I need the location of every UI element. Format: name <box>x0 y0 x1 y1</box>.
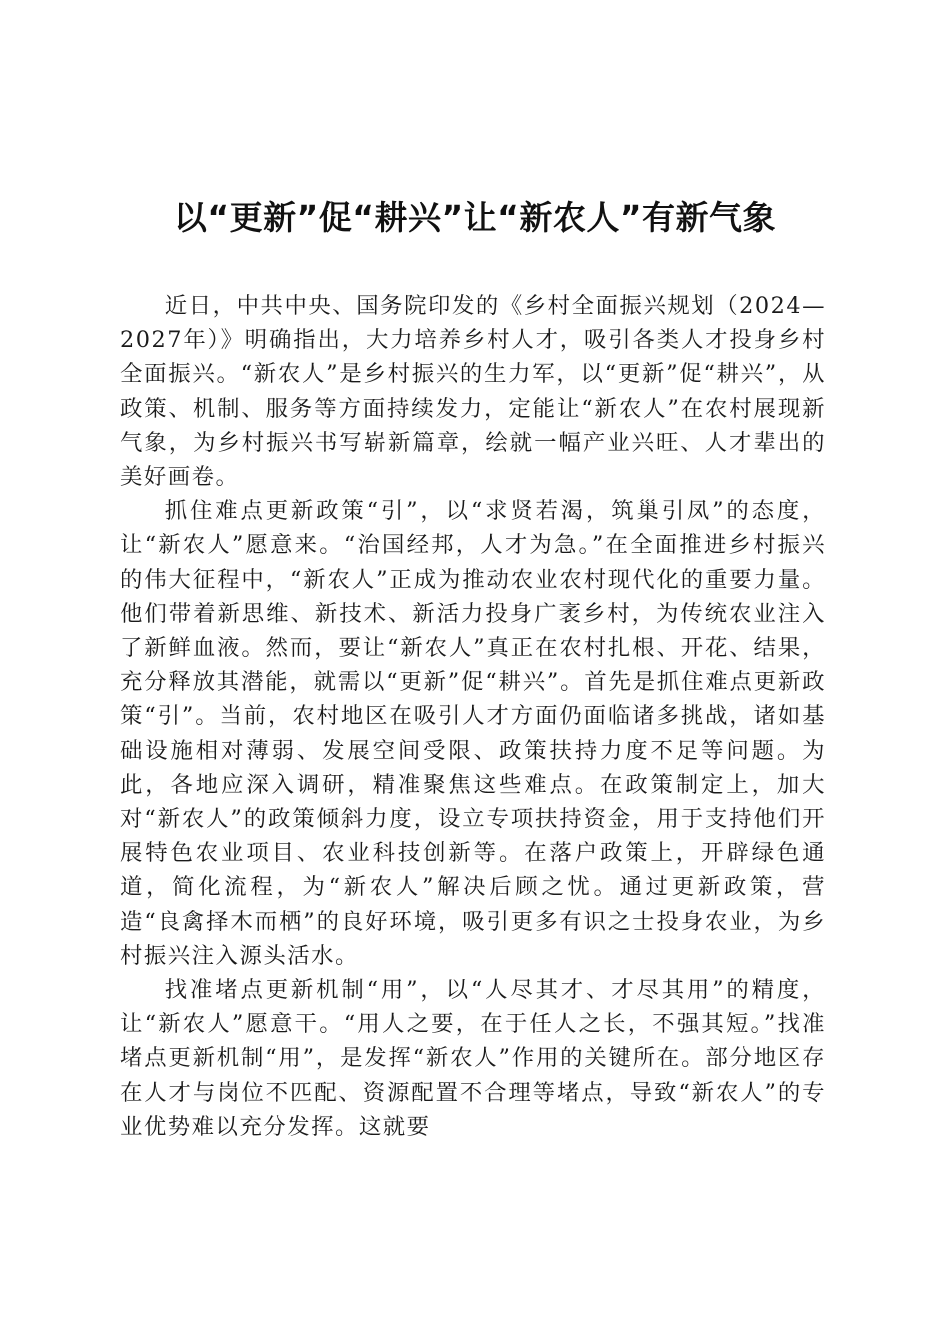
paragraph-policy: 抓住难点更新政策“引”，以“求贤若渴，筑巢引凤”的态度，让“新农人”愿意来。“治国经邦，人才为急。”在全面推进乡村振兴的伟大征程中，“新农人”正成为推动农业农村现代化的重要力量。他们带着新思维、新技术、新活力投身广袤乡村，为传统农业注入了新鲜血液。然而，要让“新农人”真正在农村扎根、开花、结果，充分释放其潜能，就需以“更新”促“耕兴”。首先是抓住难点更新政策“引”。当前，农村地区在吸引人才方面仍面临诸多挑战，诸如基础设施相对薄弱、发展空间受限、政策扶持力度不足等问题。为此，各地应深入调研，精准聚焦这些难点。在政策制定上，加大对“新农人”的政策倾斜力度，设立专项扶持资金，用于支持他们开展特色农业项目、农业科技创新等。在落户政策上，开辟绿色通道，简化流程，为“新农人”解决后顾之忧。通过更新政策，营造“良禽择木而栖”的良好环境，吸引更多有识之士投身农业，为乡村振兴注入源头活水。 <box>120 498 826 969</box>
paragraph-intro: 近日，中共中央、国务院印发的《乡村全面振兴规划（2024—2027年）》明确指出，大力培养乡村人才，吸引各类人才投身乡村全面振兴。“新农人”是乡村振兴的生力军，以“更新”促“耕兴”，从政策、机制、服务等方面持续发力，定能让“新农人”在农村展现新气象，为乡村振兴书写崭新篇章，绘就一幅产业兴旺、人才辈出的美好画卷。 <box>120 293 826 491</box>
paragraph-mechanism: 找准堵点更新机制“用”，以“人尽其才、才尽其用”的精度，让“新农人”愿意干。“用人之要，在于任人之长，不强其短。”找准堵点更新机制“用”，是发挥“新农人”作用的关键所在。部分地区存在人才与岗位不匹配、资源配置不合理等堵点，导致“新农人”的专业优势难以充分发挥。这就要 <box>120 977 826 1140</box>
document-title: 以“更新”促“耕兴”让“新农人”有新气象 <box>173 198 777 237</box>
document-body <box>120 289 826 1144</box>
